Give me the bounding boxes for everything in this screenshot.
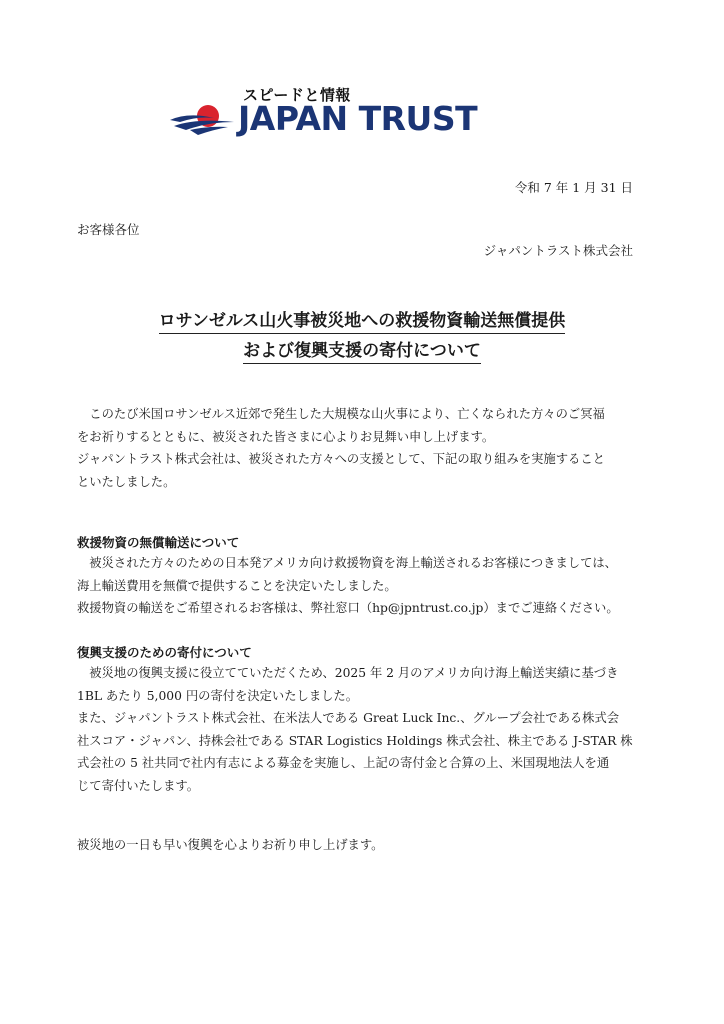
sender-company: ジャパントラスト株式会社 bbox=[483, 243, 633, 258]
section-heading-donation: 復興支援のための寄付について bbox=[77, 645, 252, 660]
body-line: また、ジャパントラスト株式会社、在米法人である Great Luck Inc.、グループ会社である株式会 bbox=[77, 711, 620, 725]
body-line: 海上輸送費用を無償で提供することを決定いたしました。 bbox=[77, 578, 397, 593]
intro-paragraph bbox=[77, 403, 647, 493]
logo-tagline: スピードと情報 bbox=[243, 86, 351, 104]
body-line: 被災された方々のための日本発アメリカ向け救援物資を海上輸送されるお客様につきましては、 bbox=[77, 556, 617, 570]
logo-brand-text: JAPAN TRUST bbox=[238, 99, 478, 138]
closing-remark: 被災地の一日も早い復興を心よりお祈り申し上げます。 bbox=[77, 838, 384, 852]
body-line: 救援物資の輸送をご希望されるお客様は、弊社窓口（hp@jpntrust.co.jp）までご連絡ください。 bbox=[77, 601, 619, 615]
body-line: 1BL あたり 5,000 円の寄付を決定いたしました。 bbox=[77, 688, 359, 703]
section-heading-free-transport: 救援物資の無償輸送について bbox=[77, 535, 240, 550]
body-line: 被災地の復興支援に役立てていただくため、2025 年 2 月のアメリカ向け海上輸送実績に基づき bbox=[77, 666, 619, 680]
intro-line: このたび米国ロサンゼルス近郊で発生した大規模な山火事により、亡くなられた方々のご冥福 bbox=[77, 407, 605, 421]
intro-line: ジャパントラスト株式会社は、被災された方々への支援として、下記の取り組みを実施すること bbox=[77, 452, 605, 466]
body-line: 式会社の 5 社共同で社内有志による募金を実施し、上記の寄付金と合算の上、米国現地法人を通 bbox=[77, 756, 610, 770]
section-body-donation bbox=[77, 662, 647, 797]
document-title-line-1: ロサンゼルス山火事被災地への救援物資輸送無償提供 bbox=[0, 306, 724, 331]
body-line: 社スコア・ジャパン、持株会社である STAR Logistics Holdings 株式会社、株主である J-STAR 株 bbox=[77, 733, 633, 748]
intro-line: といたしました。 bbox=[77, 474, 176, 489]
japan-trust-logo-mark-icon bbox=[168, 100, 238, 138]
document-date: 令和 7 年 1 月 31 日 bbox=[514, 180, 633, 195]
addressee: お客様各位 bbox=[77, 222, 140, 237]
intro-line: をお祈りするとともに、被災された皆さまに心よりお見舞い申し上げます。 bbox=[77, 429, 495, 444]
body-line: じて寄付いたします。 bbox=[77, 778, 199, 793]
document-title-line-2: および復興支援の寄付について bbox=[0, 336, 724, 361]
section-body-free-transport bbox=[77, 552, 647, 620]
